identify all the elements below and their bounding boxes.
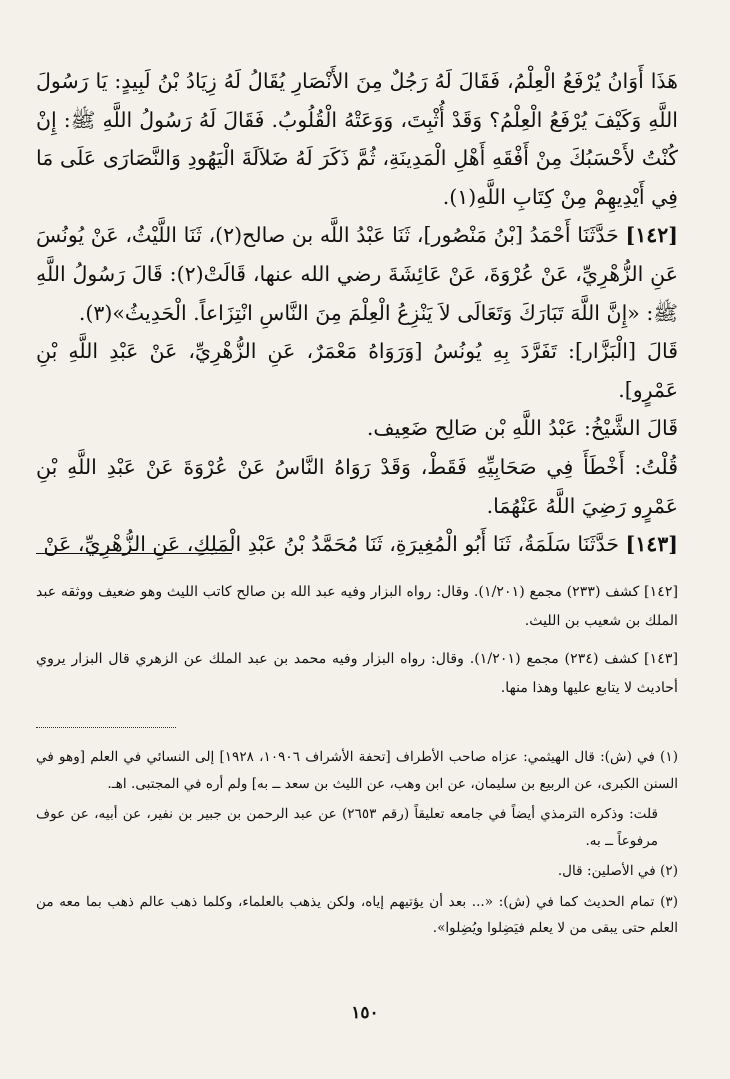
- footnote-separator: [36, 553, 232, 554]
- reference-142: [١٤٢] كشف (٢٣٣) مجمع (١/٢٠١). وقال: رواه البزار وفيه عبد الله بن صالح كاتب الليث وهو ضعيف ووثقه عبد الملك بن شعيب بن الليث.: [36, 584, 678, 629]
- shaykh-comment: قَالَ الشَّيْخُ: عَبْدُ اللَّهِ بْن صَالِح ضَعِيف.: [366, 416, 678, 441]
- hadith-142-number: [١٤٢]: [625, 223, 678, 248]
- reference-143: [١٤٣] كشف (٢٣٤) مجمع (١/٢٠١). وقال: رواه البزار وفيه محمد بن عبد الملك عن الزهري قال البزار يروي أحاديث لا يتابع عليها وهذا منها.: [36, 651, 679, 696]
- page-number: ١٥٠: [351, 1003, 379, 1023]
- footnote-1: (١) في (ش): قال الهيثمي: عزاه صاحب الأطراف [تحفة الأشراف ١٠٩٠٦، ١٩٢٨] إلى النسائي في العلم [وهو في السنن الكبرى، عن الربيع بن سليمان، عن ابن وهب، عن الليث بن سعد ــ به] ولم أره في المجتبى. اهـ.: [36, 749, 678, 792]
- hadith-142-text: حَدَّثَنَا أَحْمَدُ [بْنُ مَنْصُور]، ثَنَا عَبْدُ اللَّه بن صالح(٢)، ثَنَا اللَّيْثُ، عَنْ يُونُسَ عَنِ الزُّهْرِيِّ، عَنْ عُرْوَةَ، عَنْ عَائِشَةَ رضي الله عنها، قَالَتْ(٢): قَالَ رَسُولُ اللَّهِ ﷺ: «إِنَّ اللَّهَ تَبَارَكَ وَتَعَالَى لاَ يَنْزِعُ الْعِلْمَ مِنَ النَّاسِ انْتِزَاعاً. الْحَدِيثُ»(٣).: [36, 223, 678, 325]
- footnotes-block: [36, 744, 678, 946]
- main-text-block: [36, 62, 678, 564]
- author-comment: قُلْتُ: أَخْطَأَ فِي صَحَابِيِّهِ فَقَطْ، وَقَدْ رَوَاهُ النَّاسُ عَنْ عُرْوَةَ عَنْ عَبْدِ اللَّهِ بْنِ عَمْرٍو رَضِيَ اللَّهُ عَنْهُمَا.: [36, 454, 678, 518]
- hadith-143-text: حَدَّثَنَا سَلَمَةُ، ثَنَا أَبُو الْمُغِيرَةِ، ثَنَا مُحَمَّدُ بْنُ عَبْدِ الْمَلِكِ، عَنِ الزُّهْرِيِّ، عَنْ: [43, 532, 620, 557]
- footnote-3: (٣) تمام الحديث كما في (ش): «... بعد أن يؤتيهم إياه، ولكن يذهب بالعلماء، وكلما ذهب عالم ذهب بما معه من العلم حتى يبقى من لا يعلم فيَضِلوا ويُضِلوا».: [36, 893, 678, 936]
- footnote-1-comment: قلت: وذكره الترمذي أيضاً في جامعه تعليقاً (رقم ٢٦٥٣) عن عبد الرحمن بن جبير بن نفير، عن أبيه، عن عوف مرفوعاً ــ به.: [36, 806, 658, 849]
- hadith-143: [36, 525, 678, 564]
- hadith-142: [36, 216, 678, 332]
- bazzar-comment: قَالَ [الْبَزَّار]: تَفَرَّدَ بِهِ يُونُسُ [وَرَوَاهُ مَعْمَرٌ، عَنِ الزُّهْرِيِّ، عَنْ عَبْدِ اللَّهِ بْنِ عَمْرٍو].: [36, 339, 678, 402]
- references-block: [36, 578, 678, 712]
- hadith-143-number: [١٤٣]: [625, 532, 678, 557]
- main-paragraph-1: هَذَا أَوَانُ يُرْفَعُ الْعِلْمُ، فَقَالَ لَهُ رَجُلٌ مِنَ الأَنْصَارِ يُقَالُ لَهُ زِيَادُ بْنُ لَبِيدٍ: يَا رَسُولَ اللَّهِ وَكَيْفَ يُرْفَعُ الْعِلْمُ؟ وَقَدْ أُثْبِتَ، وَوَعَتْهُ الْقُلُوبُ. فَقَالَ لَهُ رَسُولُ اللَّهِ ﷺ: إِنْ كُنْتُ لأَحْسَبُكَ مِنْ أَفْقَهِ أَهْلِ الْمَدِينَةِ، ثُمَّ ذَكَرَ لَهُ ضَلاَلَةَ الْيَهُودِ وَالنَّصَارَى عَلَى مَا فِي أَيْدِيهِمْ مِنْ كِتَابِ اللَّهِ(١).: [36, 69, 678, 209]
- footnote-2: (٢) في الأصلين: قال.: [557, 863, 678, 879]
- dotted-separator: [36, 727, 176, 728]
